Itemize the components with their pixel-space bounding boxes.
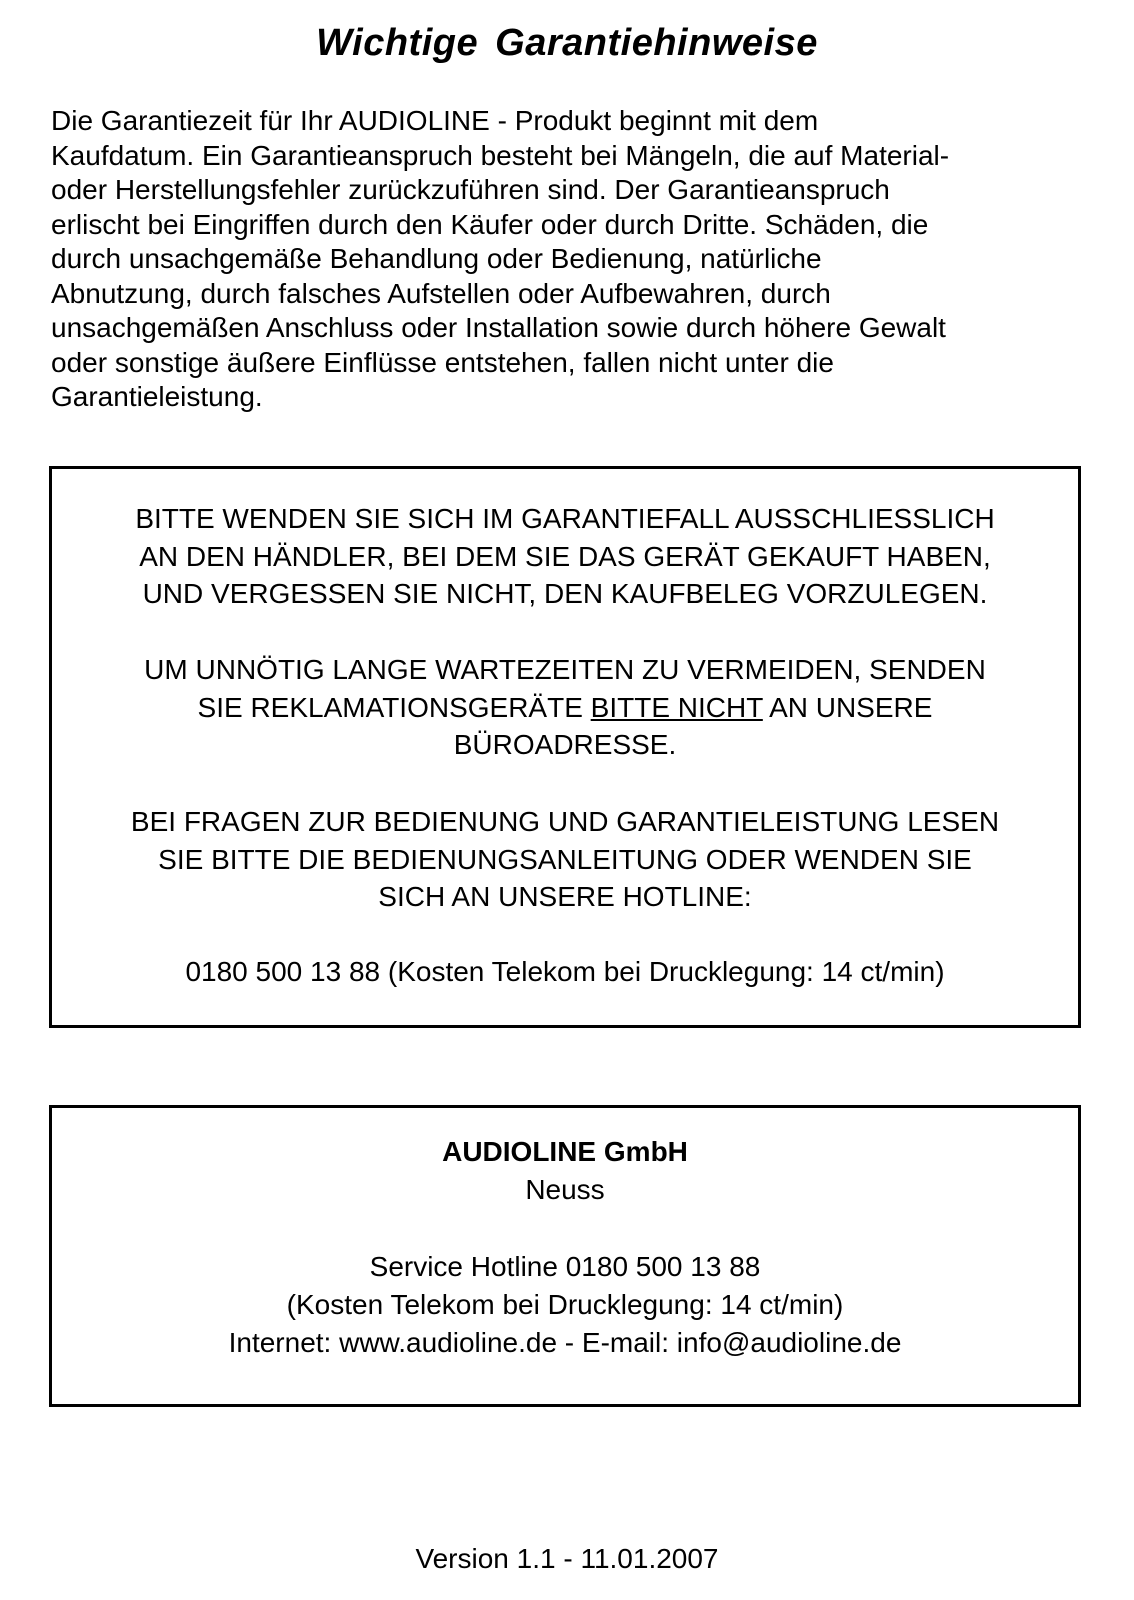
notice-line: BÜROADRESSE. [453,729,677,760]
intro-line: oder sonstige äußere Einflüsse entstehen, fallen nicht unter die [51,346,834,378]
intro-line: durch unsachgemäße Behandlung oder Bedienung, natürliche [51,243,822,274]
company-name: AUDIOLINE GmbH [442,1136,688,1167]
company-contact [52,1248,1078,1362]
notice-text: AN UNSERE [762,691,933,723]
notice-line: AN DEN HÄNDLER, BEI DEM SIE DAS GERÄT GEKAUFT HABEN, [139,540,991,572]
warranty-notice-box [49,466,1081,1028]
company-city: Neuss [525,1174,605,1205]
web-email-contact: Internet: www.audioline.de - E-mail: info@audioline.de [228,1327,902,1358]
service-hotline: Service Hotline 0180 500 13 88 [369,1251,761,1282]
company-header [52,1133,1078,1209]
intro-line: Abnutzung, durch falsches Aufstellen oder Aufbewahren, durch [51,277,831,309]
notice-line: SICH AN UNSERE HOTLINE: [378,881,752,912]
intro-line: erlischt bei Eingriffen durch den Käufer oder durch Dritte. Schäden, die [51,208,929,240]
notice-line: UM UNNÖTIG LANGE WARTEZEITEN ZU VERMEIDEN, SENDEN [144,654,986,685]
notice-hotline-paragraph [52,803,1078,916]
notice-dealer-paragraph [52,500,1078,613]
document-version: Version 1.1 - 11.01.2007 [415,1543,719,1574]
notice-line: BITTE WENDEN SIE SICH IM GARANTIEFALL AUSSCHLIESSLICH [135,503,995,534]
notice-line: SIE BITTE DIE BEDIENUNGSANLEITUNG ODER WENDEN SIE [158,843,972,875]
underlined-emphasis: BITTE NICHT [590,691,763,723]
hotline-text: 0180 500 13 88 (Kosten Telekom bei Drucklegung: 14 ct/min) [185,956,945,987]
hotline-number [52,953,1078,991]
company-info-box [49,1105,1081,1407]
intro-line: Garantieleistung. [51,381,263,412]
notice-line: UND VERGESSEN SIE NICHT, DEN KAUFBELEG VORZULEGEN. [142,578,988,609]
cost-note: (Kosten Telekom bei Drucklegung: 14 ct/min) [286,1289,844,1320]
notice-line: BEI FRAGEN ZUR BEDIENUNG UND GARANTIELEISTUNG LESEN [130,806,1000,837]
intro-line: Kaufdatum. Ein Garantieanspruch besteht bei Mängeln, die auf Material- [51,139,950,171]
notice-text: SIE REKLAMATIONSGERÄTE [197,691,591,723]
page-title: Wichtige Garantiehinweise [316,22,818,64]
intro-line: Die Garantiezeit für Ihr AUDIOLINE - Produkt beginnt mit dem [51,105,819,136]
intro-line: unsachgemäßen Anschluss oder Installation sowie durch höhere Gewalt [51,312,946,343]
notice-address-paragraph [52,651,1078,764]
warranty-intro-paragraph [51,104,1101,415]
notice-line [52,689,1078,727]
intro-line: oder Herstellungsfehler zurückzuführen sind. Der Garantieanspruch [51,174,890,205]
